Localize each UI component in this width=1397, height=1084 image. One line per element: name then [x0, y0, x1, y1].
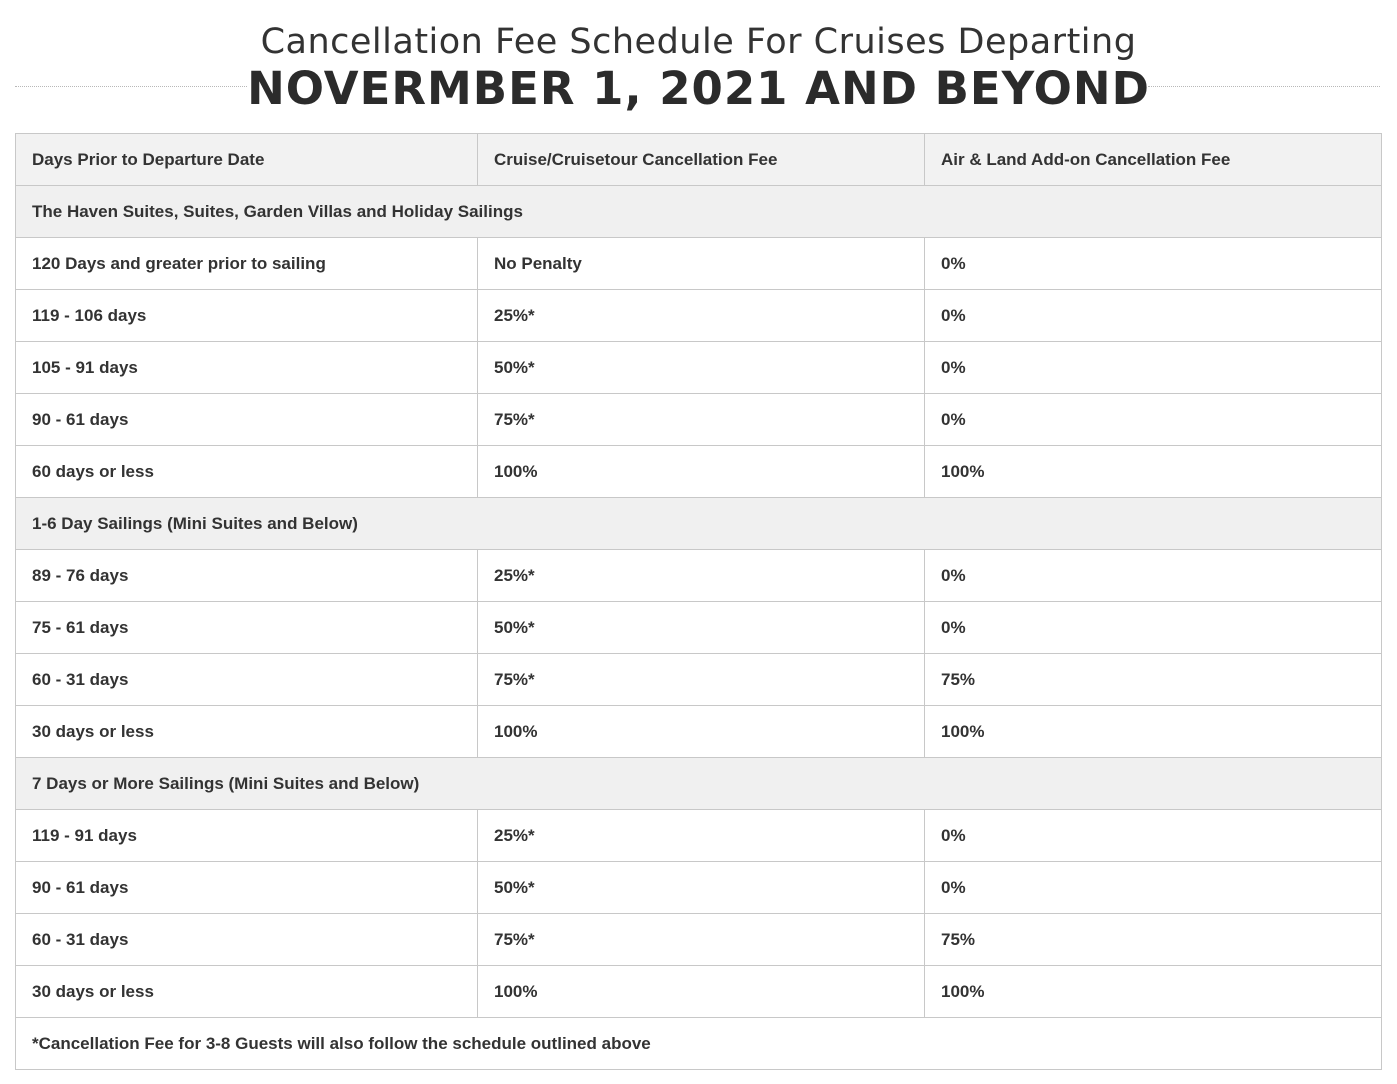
table-row [16, 914, 1382, 966]
cruise-fee-cell: 75%* [478, 914, 925, 966]
air-land-fee-cell: 0% [925, 862, 1382, 914]
air-land-fee-cell: 0% [925, 394, 1382, 446]
page-header [0, 0, 1397, 133]
table-row [16, 966, 1382, 1018]
air-land-fee-cell: 0% [925, 550, 1382, 602]
air-land-fee-cell: 0% [925, 810, 1382, 862]
cruise-fee-cell: No Penalty [478, 238, 925, 290]
days-prior-cell: 105 - 91 days [16, 342, 478, 394]
table-row [16, 446, 1382, 498]
air-land-fee-cell: 100% [925, 446, 1382, 498]
days-prior-cell: 90 - 61 days [16, 394, 478, 446]
days-prior-cell: 60 days or less [16, 446, 478, 498]
page-subtitle: Cancellation Fee Schedule For Cruises Departing [260, 22, 1137, 62]
days-prior-cell: 30 days or less [16, 706, 478, 758]
footnote-text: *Cancellation Fee for 3-8 Guests will also follow the schedule outlined above [16, 1018, 1382, 1070]
column-header-days-prior: Days Prior to Departure Date [16, 134, 478, 186]
table-row [16, 290, 1382, 342]
column-header-air-land-fee: Air & Land Add-on Cancellation Fee [925, 134, 1382, 186]
cruise-fee-cell: 100% [478, 446, 925, 498]
days-prior-cell: 30 days or less [16, 966, 478, 1018]
air-land-fee-cell: 75% [925, 914, 1382, 966]
days-prior-cell: 119 - 106 days [16, 290, 478, 342]
table-row [16, 706, 1382, 758]
footnote-row [16, 1018, 1382, 1070]
section-header-row [16, 186, 1382, 238]
cruise-fee-cell: 50%* [478, 342, 925, 394]
cruise-fee-cell: 100% [478, 966, 925, 1018]
days-prior-cell: 60 - 31 days [16, 914, 478, 966]
air-land-fee-cell: 0% [925, 238, 1382, 290]
table-row [16, 550, 1382, 602]
air-land-fee-cell: 100% [925, 706, 1382, 758]
table-row [16, 654, 1382, 706]
section-title: 7 Days or More Sailings (Mini Suites and Below) [16, 758, 1382, 810]
table-row [16, 862, 1382, 914]
section-title: The Haven Suites, Suites, Garden Villas and Holiday Sailings [16, 186, 1382, 238]
days-prior-cell: 119 - 91 days [16, 810, 478, 862]
air-land-fee-cell: 0% [925, 290, 1382, 342]
cruise-fee-cell: 75%* [478, 394, 925, 446]
days-prior-cell: 60 - 31 days [16, 654, 478, 706]
table-row [16, 810, 1382, 862]
air-land-fee-cell: 75% [925, 654, 1382, 706]
air-land-fee-cell: 100% [925, 966, 1382, 1018]
days-prior-cell: 90 - 61 days [16, 862, 478, 914]
cancellation-fee-table [15, 133, 1382, 1070]
column-header-cruise-fee: Cruise/Cruisetour Cancellation Fee [478, 134, 925, 186]
air-land-fee-cell: 0% [925, 342, 1382, 394]
cruise-fee-cell: 100% [478, 706, 925, 758]
table-header-row [16, 134, 1382, 186]
cruise-fee-cell: 50%* [478, 602, 925, 654]
section-header-row [16, 758, 1382, 810]
days-prior-cell: 89 - 76 days [16, 550, 478, 602]
table-row [16, 602, 1382, 654]
page-title: NOVERMBER 1, 2021 AND BEYOND [247, 62, 1150, 115]
table-row [16, 238, 1382, 290]
cruise-fee-cell: 25%* [478, 550, 925, 602]
cruise-fee-cell: 75%* [478, 654, 925, 706]
days-prior-cell: 120 Days and greater prior to sailing [16, 238, 478, 290]
cruise-fee-cell: 50%* [478, 862, 925, 914]
section-title: 1-6 Day Sailings (Mini Suites and Below) [16, 498, 1382, 550]
table-row [16, 342, 1382, 394]
table-row [16, 394, 1382, 446]
air-land-fee-cell: 0% [925, 602, 1382, 654]
section-header-row [16, 498, 1382, 550]
cruise-fee-cell: 25%* [478, 290, 925, 342]
days-prior-cell: 75 - 61 days [16, 602, 478, 654]
cruise-fee-cell: 25%* [478, 810, 925, 862]
